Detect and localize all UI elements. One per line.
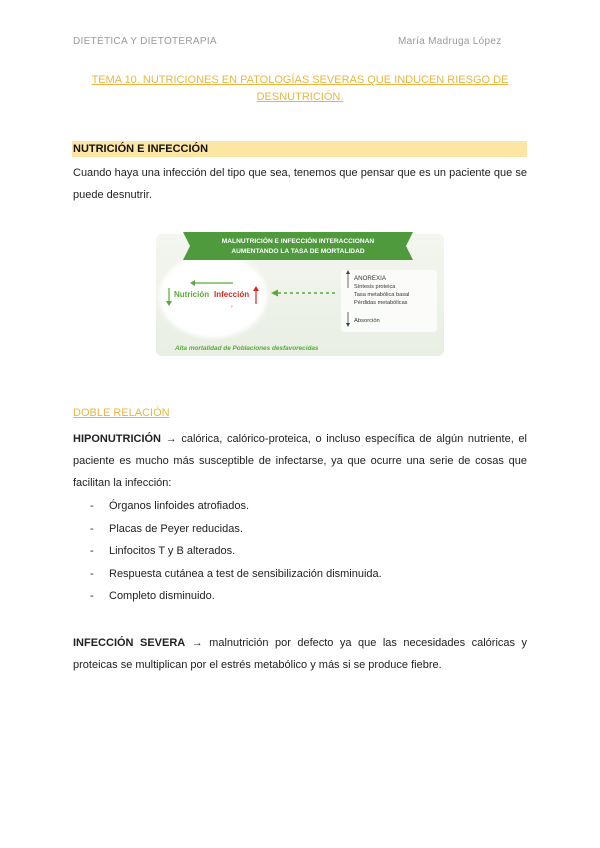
hiponutricion-paragraph <box>73 428 527 494</box>
figure-footer: Alta mortalidad de Poblaciones desfavorecidas <box>175 345 319 352</box>
list-item: - Respuesta cutánea a test de sensibilización disminuida. <box>90 567 382 580</box>
hiponutricion-label: HIPONUTRICIÓN <box>73 433 161 445</box>
page-title: TEMA 10. NUTRICIONES EN PATOLOGÍAS SEVERAS QUE INDUCEN RIESGO DE DESNUTRICIÓN. <box>91 74 509 103</box>
infeccion-severa-text: malnutrición por defecto ya que las necesidades calóricas y proteicas se multiplican por el estrés metabólico y más si se produce fiebre. <box>73 637 527 671</box>
svg-text:›: › <box>231 304 233 310</box>
section-heading-nutricion-infeccion: NUTRICIÓN E INFECCIÓN <box>72 141 527 157</box>
immune-effects-list <box>90 495 527 608</box>
factor-absorcion: Absorción <box>354 318 380 324</box>
running-header-left: DIETÉTICA Y DIETOTERAPIA <box>73 36 217 47</box>
malnutrition-infection-figure <box>155 226 445 358</box>
list-item: - Placas de Peyer reducidas. <box>90 522 243 535</box>
infeccion-severa-paragraph <box>73 632 527 676</box>
factor-anorexia: ANOREXIA <box>354 275 386 282</box>
factor-sintesis: Síntesis proteica <box>354 284 396 290</box>
banner-line-1: MALNUTRICIÓN E INFECCIÓN INTERACCIONAN <box>221 238 375 245</box>
intro-paragraph: Cuando haya una infección del tipo que sea, tenemos que pensar que es un paciente que se puede desnutrir. <box>73 167 527 201</box>
label-infeccion: Infección <box>214 290 250 299</box>
figure-banner <box>183 232 413 260</box>
section-heading-doble-relacion: DOBLE RELACIÓN <box>73 407 170 419</box>
factor-perdidas: Pérdidas metabólicas <box>354 300 408 306</box>
list-item: - Órganos linfoides atrofiados. <box>90 500 250 512</box>
infeccion-severa-arrow: → <box>191 637 203 649</box>
hiponutricion-arrow: → <box>165 433 177 445</box>
list-item: - Completo disminuido. <box>90 590 215 603</box>
hiponutricion-text: calórica, calórico-proteica, o incluso específica de algún nutriente, el paciente es mucho más susceptible de infectarse, ya que ocurre una serie de cosas que facilitan la infección: <box>73 433 527 489</box>
running-header-author: María Madruga López <box>398 36 502 47</box>
list-item: - Linfocitos T y B alterados. <box>90 545 236 558</box>
infeccion-severa-label: INFECCIÓN SEVERA <box>73 637 186 649</box>
factor-tasa: Tasa metabólica basal <box>354 292 410 298</box>
banner-line-2: AUMENTANDO LA TASA DE MORTALIDAD <box>231 248 365 255</box>
label-nutricion: Nutrición <box>174 290 210 299</box>
